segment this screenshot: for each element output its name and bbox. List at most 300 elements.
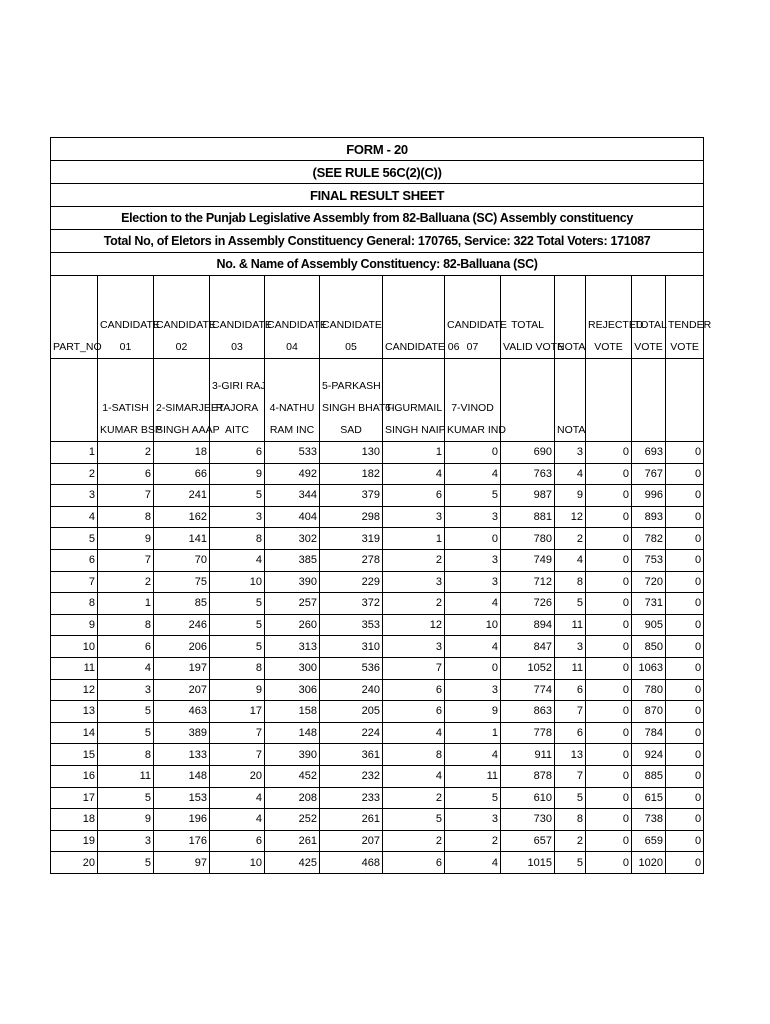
table-cell: 0 [586,571,632,593]
column-header-row [51,276,704,359]
table-cell: 252 [265,809,320,831]
column-header-text: VALID VOTE [503,341,565,353]
column-header-text: 03 [231,341,243,353]
candidate-name-cell [586,359,632,442]
table-cell: 870 [632,701,666,723]
column-header-text: TOTAL [634,319,667,331]
table-cell: 492 [265,463,320,485]
table-cell: 5 [555,852,586,874]
table-cell: 6 [210,442,265,464]
table-cell: 7 [51,571,98,593]
table-cell: 0 [666,830,704,852]
table-cell: 911 [501,744,555,766]
table-cell: 9 [555,485,586,507]
table-cell: 9 [98,809,154,831]
candidate-name-text: RAM INC [269,424,315,436]
table-cell: 924 [632,744,666,766]
table-cell: 659 [632,830,666,852]
candidate-name-text: 2-SIMARJEET [156,402,225,414]
table-cell: 0 [666,722,704,744]
form-title: FORM - 20 [51,138,704,161]
table-cell: 4 [555,549,586,571]
table-cell: 2 [555,830,586,852]
table-cell: 4 [383,765,445,787]
table-cell: 5 [555,787,586,809]
table-cell: 6 [51,549,98,571]
table-cell: 10 [210,571,265,593]
table-cell: 17 [210,701,265,723]
table-cell: 8 [98,614,154,636]
table-cell: 3 [383,506,445,528]
column-header-cell [98,276,160,359]
table-cell: 2 [51,463,98,485]
table-cell: 1015 [501,852,555,874]
column-header-cell [210,276,272,359]
column-header-text: NOTA [557,341,586,353]
table-cell: 7 [210,744,265,766]
table-cell: 3 [98,679,154,701]
table-cell: 205 [320,701,383,723]
table-cell: 778 [501,722,555,744]
table-cell: 3 [555,636,586,658]
table-cell: 232 [320,765,383,787]
table-cell: 20 [51,852,98,874]
candidate-name-text: 5-PARKASH [322,380,381,392]
table-cell: 4 [98,657,154,679]
column-header-text: VOTE [634,341,663,353]
candidate-name-cell [383,359,445,442]
table-cell: 9 [51,614,98,636]
table-cell: 753 [632,549,666,571]
table-cell: 6 [383,701,445,723]
candidate-name-text: KUMAR IND [447,424,506,436]
column-header-cell [383,276,460,359]
table-row [51,679,704,701]
table-cell: 4 [555,463,586,485]
table-cell: 2 [555,528,586,550]
table-cell: 353 [320,614,383,636]
table-cell: 10 [210,852,265,874]
table-cell: 0 [586,442,632,464]
table-row [51,571,704,593]
table-cell: 158 [265,701,320,723]
table-cell: 7 [98,485,154,507]
table-row [51,636,704,658]
table-cell: 344 [265,485,320,507]
column-header-cell [555,276,586,359]
table-cell: 0 [445,657,501,679]
table-cell: 372 [320,593,383,615]
table-cell: 0 [666,463,704,485]
candidate-name-cell [555,359,586,442]
table-cell: 148 [265,722,320,744]
column-header-text: CANDIDATE [156,319,216,331]
candidate-name-cell [501,359,555,442]
table-cell: 5 [98,722,154,744]
column-header-cell [154,276,216,359]
sheet-title: FINAL RESULT SHEET [51,184,704,207]
table-row [51,852,704,874]
table-cell: 8 [555,571,586,593]
table-cell: 0 [586,636,632,658]
table-cell: 0 [586,549,632,571]
table-cell: 6 [383,679,445,701]
table-row [51,463,704,485]
table-row [51,657,704,679]
table-row [51,744,704,766]
table-cell: 176 [154,830,210,852]
table-cell: 2 [383,549,445,571]
table-cell: 4 [445,852,501,874]
column-header-text: CANDIDATE [100,319,160,331]
table-cell: 1020 [632,852,666,874]
table-cell: 0 [666,506,704,528]
table-cell: 881 [501,506,555,528]
table-cell: 1 [98,593,154,615]
column-header-text: CANDIDATE [267,319,327,331]
table-cell: 4 [445,463,501,485]
table-cell: 2 [383,830,445,852]
column-header-cell [265,276,327,359]
candidate-name-text: 1-SATISH [102,402,149,414]
table-cell: 300 [265,657,320,679]
table-cell: 66 [154,463,210,485]
table-cell: 720 [632,571,666,593]
table-cell: 0 [666,528,704,550]
table-cell: 9 [445,701,501,723]
table-cell: 197 [154,657,210,679]
table-cell: 5 [210,593,265,615]
table-cell: 0 [586,506,632,528]
table-cell: 863 [501,701,555,723]
table-cell: 70 [154,549,210,571]
table-cell: 4 [383,722,445,744]
table-cell: 4 [51,506,98,528]
table-cell: 241 [154,485,210,507]
table-cell: 4 [210,549,265,571]
column-header-cell [320,276,383,359]
table-cell: 780 [632,679,666,701]
table-cell: 0 [586,528,632,550]
table-cell: 319 [320,528,383,550]
column-header-text: TENDER [668,319,712,331]
table-cell: 11 [555,614,586,636]
table-cell: 0 [586,744,632,766]
candidate-name-cell [666,359,704,442]
result-sheet-table [50,137,712,874]
table-cell: 4 [445,593,501,615]
table-cell: 6 [555,722,586,744]
table-row [51,485,704,507]
candidate-name-row [51,359,704,442]
table-cell: 4 [210,787,265,809]
table-cell: 13 [555,744,586,766]
table-cell: 12 [51,679,98,701]
table-cell: 298 [320,506,383,528]
table-cell: 11 [98,765,154,787]
column-header-text: 04 [286,341,298,353]
column-header-cell [666,276,712,359]
table-cell: 85 [154,593,210,615]
table-cell: 894 [501,614,555,636]
table-cell: 7 [383,657,445,679]
table-cell: 893 [632,506,666,528]
column-header-cell [586,276,644,359]
candidate-name-text: 4-NATHU [269,402,315,414]
table-cell: 130 [320,442,383,464]
candidate-name-text: RAJORA [215,402,259,414]
table-cell: 615 [632,787,666,809]
table-cell: 784 [632,722,666,744]
table-cell: 5 [383,809,445,831]
candidate-name-text: SAD [340,424,362,436]
table-cell: 0 [666,657,704,679]
table-cell: 260 [265,614,320,636]
table-cell: 847 [501,636,555,658]
table-cell: 463 [154,701,210,723]
candidate-name-text: SINGH AAAP [156,424,220,436]
table-cell: 0 [666,701,704,723]
table-cell: 11 [445,765,501,787]
table-cell: 17 [51,787,98,809]
table-cell: 306 [265,679,320,701]
table-cell: 313 [265,636,320,658]
table-row [51,593,704,615]
table-cell: 4 [445,744,501,766]
table-cell: 207 [154,679,210,701]
table-cell: 3 [51,485,98,507]
table-cell: 0 [586,485,632,507]
table-cell: 206 [154,636,210,658]
table-cell: 6 [383,852,445,874]
table-cell: 763 [501,463,555,485]
table-cell: 8 [555,809,586,831]
table-cell: 0 [586,701,632,723]
table-cell: 207 [320,830,383,852]
table-cell: 4 [383,463,445,485]
table-cell: 5 [98,852,154,874]
candidate-name-text: 3-GIRI RAJ [212,380,266,392]
table-cell: 5 [210,614,265,636]
table-cell: 12 [383,614,445,636]
table-cell: 153 [154,787,210,809]
table-cell: 0 [586,593,632,615]
table-cell: 5 [210,485,265,507]
table-cell: 690 [501,442,555,464]
table-cell: 0 [666,614,704,636]
table-cell: 767 [632,463,666,485]
table-cell: 0 [666,809,704,831]
table-cell: 233 [320,787,383,809]
table-cell: 452 [265,765,320,787]
table-cell: 3 [445,571,501,593]
column-header-text: CANDIDATE [447,319,507,331]
candidate-name-text: 7-VINOD [451,402,494,414]
table-cell: 0 [666,636,704,658]
table-cell: 148 [154,765,210,787]
table-cell: 780 [501,528,555,550]
table-cell: 885 [632,765,666,787]
column-header-text: 01 [119,341,132,353]
table-row [51,614,704,636]
table-row [51,701,704,723]
candidate-name-cell [154,359,225,442]
column-header-text: VOTE [670,341,699,353]
column-header-text: TOTAL [511,319,544,331]
table-cell: 5 [51,528,98,550]
table-cell: 9 [98,528,154,550]
table-cell: 141 [154,528,210,550]
candidate-name-text: 6-GURMAIL [385,402,443,414]
table-cell: 3 [383,636,445,658]
column-header-text: VOTE [594,341,623,353]
table-cell: 9 [210,463,265,485]
table-cell: 75 [154,571,210,593]
table-cell: 3 [210,506,265,528]
table-cell: 7 [98,549,154,571]
table-cell: 0 [586,614,632,636]
table-cell: 182 [320,463,383,485]
table-cell: 0 [666,549,704,571]
table-cell: 0 [666,571,704,593]
table-cell: 7 [555,701,586,723]
table-cell: 1 [51,442,98,464]
table-cell: 5 [555,593,586,615]
candidate-name-cell [265,359,320,442]
table-cell: 7 [210,722,265,744]
candidate-name-cell [51,359,98,442]
table-cell: 385 [265,549,320,571]
column-header-text: 05 [345,341,357,353]
table-cell: 390 [265,571,320,593]
table-cell: 0 [666,593,704,615]
table-cell: 731 [632,593,666,615]
table-cell: 0 [586,463,632,485]
constituency-name: No. & Name of Assembly Constituency: 82-Balluana (SC) [51,253,704,276]
table-cell: 4 [210,809,265,831]
table-cell: 14 [51,722,98,744]
table-cell: 208 [265,787,320,809]
table-row [51,765,704,787]
table-cell: 18 [154,442,210,464]
table-cell: 8 [98,506,154,528]
table-cell: 0 [666,787,704,809]
table-cell: 2 [383,787,445,809]
table-cell: 246 [154,614,210,636]
table-cell: 261 [320,809,383,831]
table-cell: 1 [445,722,501,744]
table-cell: 2 [383,593,445,615]
table-cell: 390 [265,744,320,766]
table-cell: 310 [320,636,383,658]
table-cell: 8 [51,593,98,615]
table-cell: 0 [445,442,501,464]
table-cell: 2 [445,830,501,852]
table-cell: 738 [632,809,666,831]
table-cell: 3 [445,679,501,701]
table-cell: 361 [320,744,383,766]
table-cell: 726 [501,593,555,615]
electors-summary: Total No, of Eletors in Assembly Constituency General: 170765, Service: 322 Total Voters: 171087 [51,230,704,253]
column-header-cell [632,276,666,359]
table-cell: 712 [501,571,555,593]
table-cell: 261 [265,830,320,852]
table-cell: 196 [154,809,210,831]
table-cell: 425 [265,852,320,874]
table-cell: 8 [98,744,154,766]
table-row [51,787,704,809]
table-cell: 0 [666,485,704,507]
table-cell: 257 [265,593,320,615]
table-cell: 10 [445,614,501,636]
table-cell: 5 [98,701,154,723]
table-cell: 693 [632,442,666,464]
table-cell: 0 [586,657,632,679]
table-row [51,442,704,464]
table-cell: 8 [383,744,445,766]
table-cell: 11 [51,657,98,679]
table-cell: 389 [154,722,210,744]
column-header-cell [51,276,102,359]
table-cell: 8 [210,528,265,550]
candidate-name-text: SINGH BHATTI [322,402,395,414]
table-cell: 9 [210,679,265,701]
column-header-text: CANDIDATE [322,319,382,331]
table-cell: 1063 [632,657,666,679]
table-cell: 0 [666,744,704,766]
table-cell: 97 [154,852,210,874]
table-cell: 6 [555,679,586,701]
table-row [51,506,704,528]
table-cell: 5 [210,636,265,658]
table-cell: 133 [154,744,210,766]
table-cell: 996 [632,485,666,507]
table-row [51,830,704,852]
table-cell: 536 [320,657,383,679]
table-cell: 0 [586,765,632,787]
candidate-name-cell [98,359,162,442]
table-cell: 0 [445,528,501,550]
table-cell: 162 [154,506,210,528]
table-cell: 1052 [501,657,555,679]
table-cell: 7 [555,765,586,787]
table-cell: 229 [320,571,383,593]
table-cell: 4 [445,636,501,658]
candidate-name-text: KUMAR BSP [100,424,162,436]
table-cell: 0 [666,852,704,874]
table-cell: 610 [501,787,555,809]
table-cell: 533 [265,442,320,464]
table-cell: 0 [586,679,632,701]
table-cell: 11 [555,657,586,679]
table-row [51,722,704,744]
table-row [51,809,704,831]
table-cell: 730 [501,809,555,831]
table-cell: 15 [51,744,98,766]
table-cell: 468 [320,852,383,874]
table-cell: 5 [98,787,154,809]
table-cell: 0 [666,442,704,464]
table-cell: 0 [586,809,632,831]
table-cell: 878 [501,765,555,787]
table-cell: 19 [51,830,98,852]
table-cell: 5 [445,485,501,507]
table-cell: 6 [210,830,265,852]
table-cell: 749 [501,549,555,571]
table-row [51,528,704,550]
candidate-name-text: AITC [225,424,249,436]
table-cell: 3 [383,571,445,593]
